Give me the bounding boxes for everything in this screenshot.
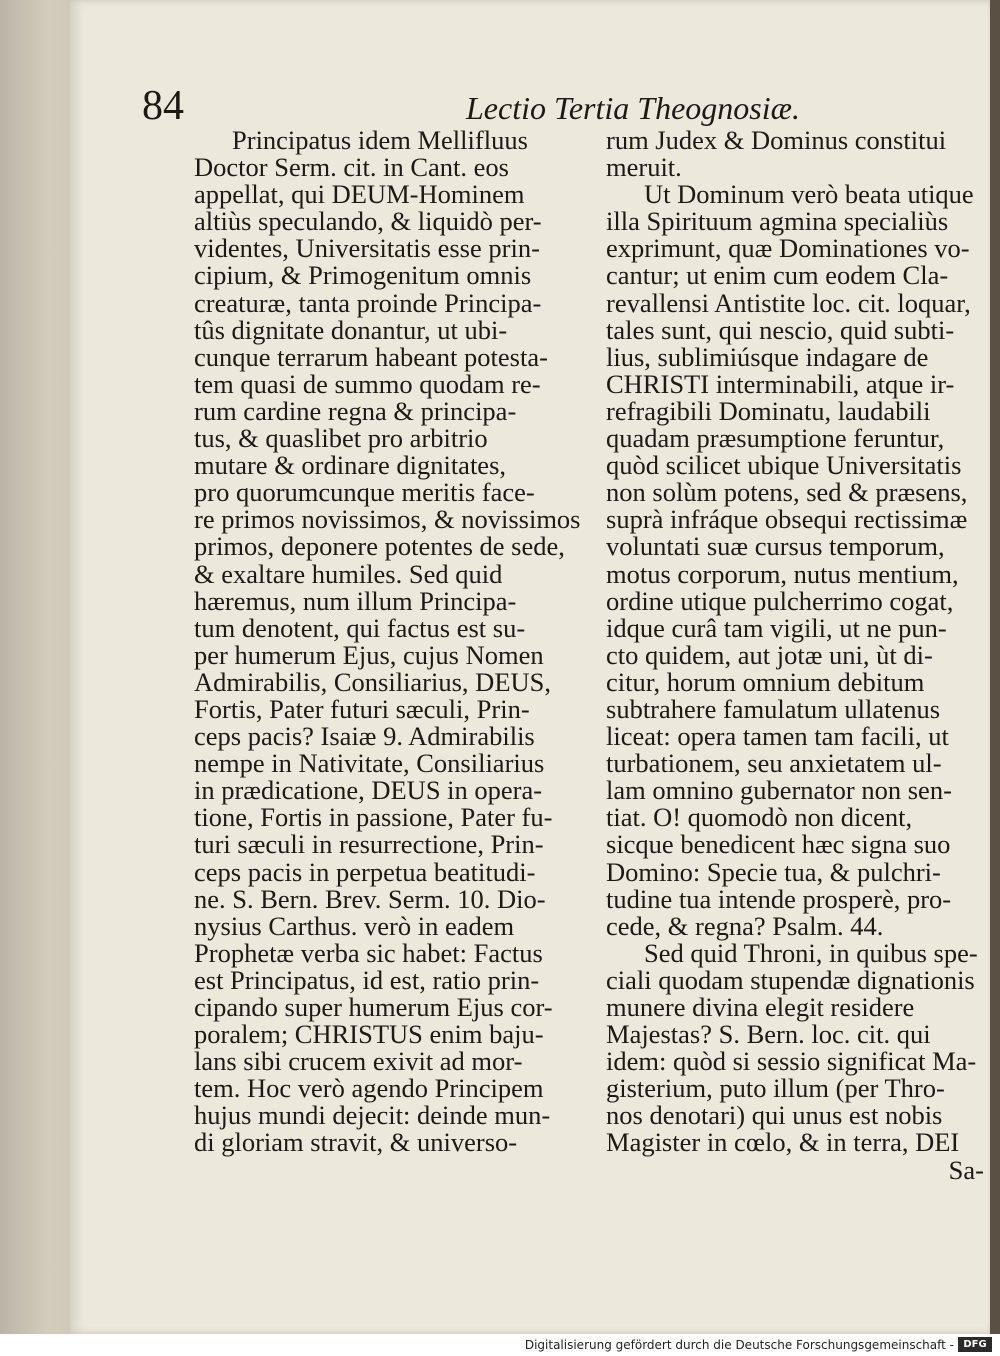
text-line: per humerum Ejus, cujus Nomen [194, 639, 544, 670]
text-line: rum Judex & Dominus constitui [606, 125, 947, 155]
text-line: poralem; CHRISTUS enim baju- [194, 1019, 544, 1050]
digitization-footer [0, 1334, 1000, 1356]
text-line: tales sunt, qui nescio, quid subti- [606, 314, 955, 345]
text-line: quòd scilicet ubique Universitatis [606, 450, 962, 481]
text-line: tem. Hoc verò agendo Principem [194, 1073, 544, 1104]
text-line: citur, horum omnium debitum [606, 666, 925, 697]
text-line: in prædicatione, DEUS in opera- [194, 775, 543, 806]
text-line: Prophetæ verba sic habet: Factus [194, 937, 543, 968]
text-line: tus, & quaslibet pro arbitrio [194, 423, 488, 454]
text-line: exprimunt, quæ Dominationes vo- [606, 233, 970, 264]
text-line: nysius Carthus. verò in eadem [194, 910, 515, 941]
text-line: lius, sublimiúsque indagare de [606, 341, 929, 372]
text-line: di gloriam stravit, & universo- [194, 1127, 518, 1158]
text-line: meruit. [606, 152, 682, 183]
text-line: nos denotari) qui unus est nobis [606, 1100, 943, 1131]
text-line: turbationem, seu anxietatem ul- [606, 748, 942, 779]
text-line: cunque terrarum habeant potesta- [194, 341, 548, 372]
running-title: Lectio Tertia Theognosiæ. [466, 90, 800, 126]
text-line: videntes, Universitatis esse prin- [194, 233, 540, 264]
text-line: revallensi Antistite loc. cit. loquar, [606, 287, 971, 318]
text-line: hæremus, num illum Principa- [194, 585, 517, 616]
text-line: cto quidem, aut jotæ uni, ùt di- [606, 639, 933, 670]
text-line: altiùs speculando, & liquidò per- [194, 206, 542, 237]
text-line: ciali quodam stupendæ dignationis [606, 964, 975, 995]
right-text-column [606, 127, 984, 1184]
text-line: & exaltare humiles. Sed quid [194, 558, 503, 589]
text-line: nempe in Nativitate, Consiliarius [194, 748, 545, 779]
text-line: tiat. O! quomodò non dicent, [606, 802, 913, 833]
text-line: Magister in cœlo, & in terra, DEI [606, 1127, 960, 1158]
text-line: sicque benedicent hæc signa suo [606, 829, 951, 860]
book-page-edge [990, 0, 1000, 1334]
text-line: tudine tua intende prosperè, pro- [606, 883, 952, 914]
text-line: mutare & ordinare dignitates, [194, 450, 507, 481]
text-line: cipium, & Primogenitum omnis [194, 260, 532, 291]
text-line: creaturæ, tanta proinde Principa- [194, 287, 542, 318]
text-line: est Principatus, id est, ratio prin- [194, 964, 540, 995]
text-line: ne. S. Bern. Brev. Serm. 10. Dio- [194, 883, 546, 914]
text-line: Domino: Specie tua, & pulchri- [606, 856, 941, 887]
text-line: idem: quòd si sessio significat Ma- [606, 1046, 977, 1077]
running-head [136, 82, 956, 130]
dfg-logo: DFG [958, 1337, 992, 1352]
funding-notice: Digitalisierung gefördert durch die Deutsche Forschungsgemeinschaft - [524, 1338, 954, 1352]
text-line: Sed quid Throni, in quibus spe- [644, 937, 978, 968]
text-line: tûs dignitate donantur, ut ubi- [194, 314, 508, 345]
text-line: pro quorumcunque meritis face- [194, 477, 535, 508]
text-line: tione, Fortis in passione, Pater fu- [194, 802, 553, 833]
text-line: gisterium, puto illum (per Thro- [606, 1073, 945, 1104]
text-line: Fortis, Pater futuri sæculi, Prin- [194, 693, 530, 724]
text-line: lans sibi crucem exivit ad mor- [194, 1046, 523, 1077]
text-line: motus corporum, nutus mentium, [606, 558, 959, 589]
left-text-column [194, 127, 586, 1157]
text-line: re primos novissimos, & novissimos [194, 504, 581, 535]
text-line: suprà infráque obsequi rectissimæ [606, 504, 968, 535]
page-number: 84 [142, 83, 184, 129]
book-gutter-shadow [0, 0, 72, 1334]
text-line: rum cardine regna & principa- [194, 395, 517, 426]
text-line: tum denotent, qui factus est su- [194, 612, 526, 643]
text-line: tem quasi de summo quodam re- [194, 368, 541, 399]
text-line: cipando super humerum Ejus cor- [194, 992, 553, 1022]
text-line: lam omnino gubernator non sen- [606, 775, 952, 806]
text-line: turi sæculi in resurrectione, Prin- [194, 829, 544, 860]
text-line: CHRISTI interminabili, atque ir- [606, 368, 955, 399]
text-line: ceps pacis in perpetua beatitudi- [194, 856, 536, 887]
text-line: Admirabilis, Consiliarius, DEUS, [194, 666, 552, 697]
catchword: Sa- [948, 1154, 984, 1185]
text-line: subtrahere famulatum ullatenus [606, 693, 941, 724]
text-line: liceat: opera tamen tam facili, ut [606, 721, 949, 752]
text-line: Ut Dominum verò beata utique [644, 179, 974, 210]
text-line: hujus mundi dejecit: deinde mun- [194, 1100, 551, 1131]
text-line: refragibili Dominatu, laudabili [606, 395, 931, 426]
text-line: cantur; ut enim cum eodem Cla- [606, 260, 949, 291]
text-line: cede, & regna? Psalm. 44. [606, 910, 884, 941]
text-line: illa Spirituum agmina specialiùs [606, 206, 949, 237]
text-line: appellat, qui DEUM-Hominem [194, 179, 525, 210]
text-line: Majestas? S. Bern. loc. cit. qui [606, 1019, 931, 1050]
text-line: quadam præsumptione feruntur, [606, 423, 945, 454]
text-line: Principatus idem Mellifluus [232, 125, 528, 155]
text-line: ceps pacis? Isaiæ 9. Admirabilis [194, 721, 535, 752]
text-line: idque curâ tam vigili, ut ne pun- [606, 612, 947, 643]
text-line: ordine utique pulcherrimo cogat, [606, 585, 954, 616]
text-line: voluntati suæ cursus temporum, [606, 531, 945, 562]
text-line: non solùm potens, sed & præsens, [606, 477, 968, 508]
text-line: primos, deponere potentes de sede, [194, 531, 565, 562]
text-line: Doctor Serm. cit. in Cant. eos [194, 152, 509, 183]
text-line: munere divina elegit residere [606, 992, 915, 1022]
